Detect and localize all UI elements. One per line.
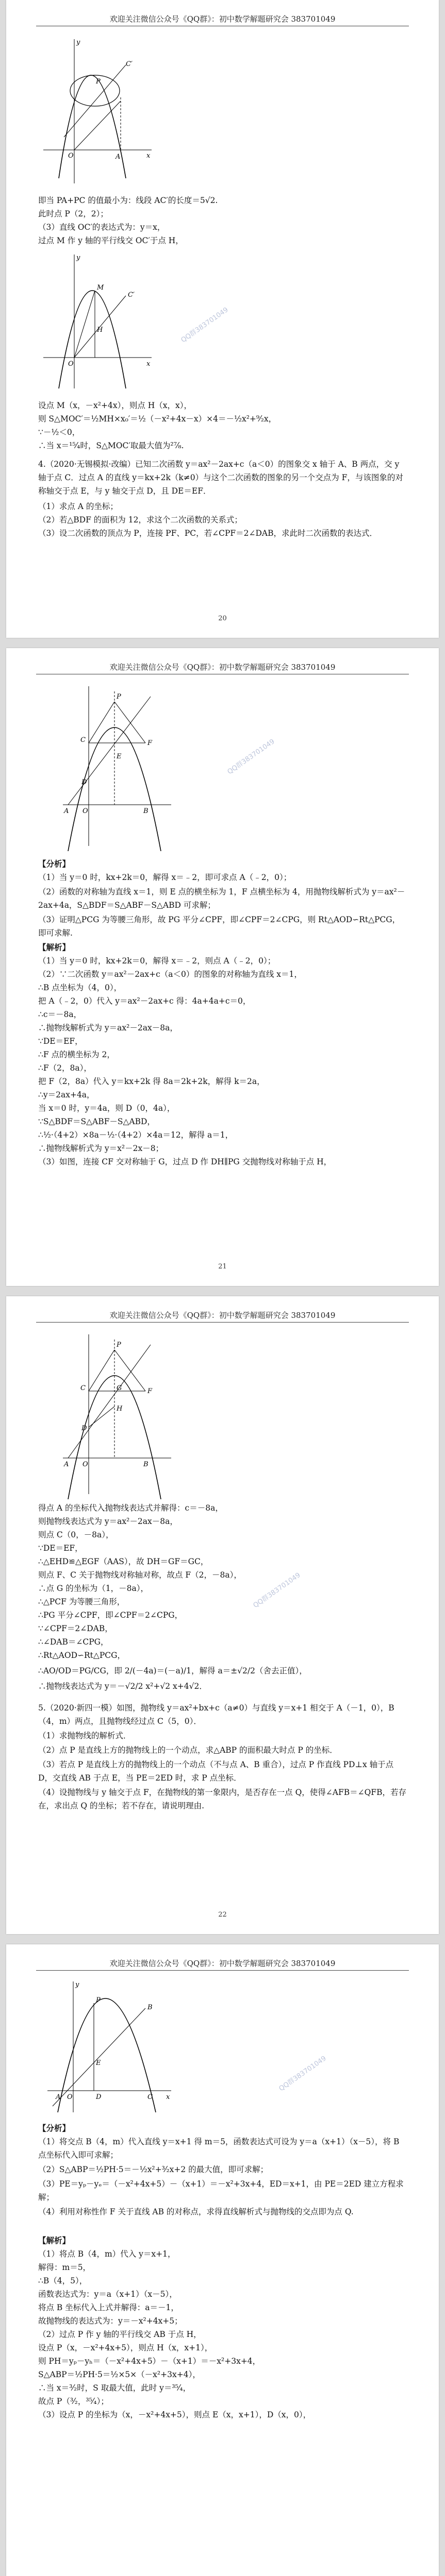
svg-text:P: P	[117, 1341, 121, 1349]
analysis-text: （3）证明△PCG 为等腰三角形，故 PG 平分∠CPF，即∠CPF＝2∠CPG，则 Rt△AOD∽Rt△PCG，即可求解.	[38, 915, 401, 938]
svg-text:x: x	[166, 2093, 170, 2101]
solution-line: ∴F 点的横坐标为 2，	[38, 1050, 115, 1059]
svg-text:C′: C′	[126, 60, 133, 68]
page-number: 22	[218, 1911, 227, 1919]
figure-parabola-1	[38, 34, 157, 189]
header-divider	[36, 1322, 409, 1323]
solution-label: 【解析】	[38, 2235, 71, 2245]
svg-text:A: A	[64, 807, 69, 815]
solution-line: ∴点 G 的坐标为（1，－8a），	[38, 1584, 149, 1593]
svg-text:A: A	[64, 1461, 69, 1468]
solution-line: 则 PH＝yₚ－yₕ＝（－x²+4x+5）－（x+1）＝－x²+3x+4，	[38, 2357, 261, 2366]
analysis-label-line	[38, 2123, 70, 2134]
header-divider	[36, 1970, 409, 1971]
problem-part: （3）若点 P 是直线上方的抛物线上的一个动点（不与点 A、B 重合），过点 P 作直线 PD⊥x 轴于点 D，交直线 AB 于点 E，当 PE＝2ED 时，求 P 点坐标．	[38, 1760, 394, 1783]
page-header: 欢迎关注微信公众号《QQ群》：初中数学解题研究会 383701049	[109, 14, 336, 24]
svg-text:C: C	[147, 2093, 153, 2101]
solution-line: 把 F（2，8a）代入 y＝kx+2k 得 8a＝2k+2k，解得 k＝2a，	[38, 1077, 265, 1086]
solution-line: ∴∠DAB＝∠CPG，	[38, 1637, 109, 1647]
page-header: 欢迎关注微信公众号《QQ群》：初中数学解题研究会 383701049	[109, 663, 336, 672]
solution-line: ∴c＝－8a，	[38, 1010, 82, 1019]
svg-text:y: y	[75, 1981, 79, 1989]
analysis-text: （3）PE＝yₚ－yₑ＝（－x²+4x+5）－（x+1）＝－x²+3x+4，ED＝x+1，由 PE＝2ED 建立方程求解；	[38, 2179, 404, 2202]
svg-text:H: H	[117, 1405, 123, 1413]
analysis-label-line	[38, 858, 70, 870]
text-line: ∵－½＜0，	[38, 428, 80, 437]
solution-line: ∴y＝2ax+4a，	[38, 1090, 95, 1099]
svg-text:A: A	[56, 2093, 61, 2101]
watermark: QQ群383701049	[226, 738, 276, 776]
text-line: 设点 M（x，－x²+4x），则点 H（x，x），	[38, 401, 192, 410]
svg-text:O: O	[83, 807, 88, 815]
solution-line: ∴△PCF 为等腰三角形，	[38, 1597, 125, 1606]
svg-text:P: P	[96, 1996, 101, 2004]
svg-text:O: O	[68, 360, 74, 368]
svg-text:D: D	[81, 778, 87, 786]
solution-line: ∴△EHD≌△EGF（AAS），故 DH＝GF＝GC，	[38, 1557, 209, 1566]
solution-line: （3）设点 P 的坐标为（x，－x²+4x+5），则点 E（x，x+1），D（x，0），	[38, 2410, 311, 2419]
solution-line: （1）当 y＝0 时，kx+2k＝0，解得 x＝﹣2，则点 A（﹣2，0）；	[38, 956, 276, 965]
solution-line: ∵DE＝EF，	[38, 1544, 83, 1553]
solution-line: ∴当 x＝³⁄₂时，S 取最大值，此时 y＝³⁵⁄₄，	[38, 2383, 191, 2393]
analysis-text: （1）将交点 B（4，m）代入直线 y＝x+1 得 m＝5，函数表达式可设为 y＝a（x+1）（x－5），将 B 点坐标代入即可求解；	[38, 2137, 400, 2160]
svg-text:O: O	[67, 2093, 73, 2101]
solution-line: ∴抛物线解析式为 y＝ax²－2ax－8a，	[38, 1023, 178, 1032]
page-header: 欢迎关注微信公众号《QQ群》：初中数学解题研究会 383701049	[109, 1311, 336, 1320]
analysis-label: 【分析】	[38, 859, 71, 869]
watermark: QQ群383701049	[252, 1571, 302, 1610]
svg-text:P: P	[96, 78, 101, 86]
svg-text:O: O	[68, 152, 74, 160]
solution-line: 故抛物线的表达式为：y＝－x²+4x+5；	[38, 2316, 183, 2326]
problem-part: （1）求抛物线的解析式．	[38, 1731, 131, 1740]
svg-text:C: C	[80, 1384, 86, 1392]
svg-text:E: E	[96, 2059, 101, 2067]
document-page-2	[6, 648, 439, 1286]
text-line: ∴当 x＝¹⁵⁄₄时，S△MOC′取最大值为²⁷⁄₈.	[38, 441, 184, 450]
solution-line: ∴B（4，5），	[38, 2276, 88, 2285]
analysis-text: （2）函数的对称轴为直线 x＝1，则 E 点的横坐标为 1，F 点横坐标为 4，用抛物线解析式为 y＝ax²－2ax+4a，S△BDF＝S△ABF－S△ABD 可求解；	[38, 887, 405, 910]
figure-parabola-2	[38, 249, 157, 394]
svg-text:C′: C′	[128, 291, 135, 299]
text-line: 过点 M 作 y 轴的平行线交 OC′于点 H，	[38, 236, 184, 245]
svg-text:x: x	[146, 152, 151, 160]
solution-line: S△ABP＝½PH·5＝½×5×（－x²+3x+4），	[38, 2370, 201, 2379]
solution-line: ∴Rt△AOD∽Rt△PCG，	[38, 1651, 125, 1660]
solution-line: ∵S△BDF＝S△ABF－S△ABD，	[38, 1117, 155, 1126]
solution-line: ∵∠CPF＝2∠DAB，	[38, 1624, 113, 1633]
problem-5-statement: 5.（2020·新四一模）如图，抛物线 y＝ax²+bx+c（a≠0）与直线 y＝x+1 相交于 A（－1，0），B（4，m）两点，且抛物线经过点 C（5，0）．	[38, 1703, 394, 1726]
analysis-text: （2）S△ABP＝½PH·5＝－½x²+³⁄₂x+2 的最大值，即可求解；	[38, 2165, 269, 2174]
solution-label-line	[38, 2235, 70, 2246]
analysis-text: （1）当 y＝0 时，kx+2k＝0，解得 x＝﹣2，即可求点 A（﹣2，0）；	[38, 873, 292, 882]
solution-line: ∵DE＝EF，	[38, 1037, 83, 1046]
solution-line: ∴PG 平分∠CPF，即∠CPF＝2∠CPG，	[38, 1611, 183, 1620]
text-line: 则 S△MOC′＝½MH×x₀′＝½（－x²+4x－x）×4＝－½x²+⁹⁄₂x，	[38, 414, 277, 423]
solution-line: ∴½·（4+2）×8a－½·（4+2）×4a＝12，解得 a＝1，	[38, 1130, 234, 1140]
svg-text:C: C	[80, 736, 86, 744]
solution-line: 函数表达式为：y＝a（x+1）（x－5），	[38, 2290, 177, 2299]
text-line: 此时点 P（2，2）；	[38, 209, 108, 218]
problem-part: （1）求点 A 的坐标；	[38, 502, 118, 511]
problem-part: （3）设二次函数的顶点为 P，连接 PF、PC，若∠CPF＝2∠DAB，求此时二次函数的表达式．	[38, 529, 378, 538]
svg-text:F: F	[147, 1387, 153, 1395]
solution-line: （2）过点 P 作 y 轴的平行线交 AB 于点 H，	[38, 2330, 202, 2339]
page-header: 欢迎关注微信公众号《QQ群》：初中数学解题研究会 383701049	[109, 1959, 336, 1968]
watermark: QQ群383701049	[277, 2055, 328, 2093]
problem-part: （2）点 P 是直线上方的抛物线上的一个动点，求△ABP 的面积最大时点 P 的坐标．	[38, 1745, 338, 1755]
solution-line: 则点 C（0，－8a），	[38, 1530, 114, 1539]
svg-text:A: A	[116, 153, 121, 161]
document-page-1	[6, 0, 439, 638]
analysis-text: （4）利用对称性作 F 关于直线 AB 的对称点，求得直线解析式与抛物线的交点即为点 Q.	[38, 2207, 354, 2216]
solution-line: ∴抛物线表达式为 y＝－√2/2 x²+√2 x+4√2．	[38, 1682, 207, 1691]
solution-line: ∴AO/OD＝PG/CG，即 2/(－4a)＝(－a)/1，解得 a＝±√2/2（舍去正值），	[38, 1666, 307, 1675]
problem-part: （4）设抛物线与 y 轴交于点 F，在抛物线的第一象限内，是否存在一点 Q，使得∠AFB＝∠QFB，若存在，求出点 Q 的坐标；若不存在，请说明理由.	[38, 1788, 406, 1810]
solution-line: ∴B 点坐标为（4，0），	[38, 983, 122, 992]
document-page-4	[6, 1944, 439, 2576]
solution-line: ∴F（2，8a），	[38, 1063, 92, 1073]
svg-text:M: M	[97, 284, 104, 292]
svg-text:D: D	[96, 2093, 102, 2101]
watermark: QQ群383701049	[179, 306, 230, 345]
svg-text:B: B	[147, 2004, 153, 2011]
svg-text:y: y	[76, 254, 80, 262]
solution-line: 故点 P（³⁄₂，³⁵⁄₄）；	[38, 2397, 109, 2406]
solution-line: 当 x＝0 时，y＝4a，则 D（0，4a），	[38, 1104, 175, 1113]
svg-text:y: y	[76, 39, 80, 46]
svg-text:B: B	[143, 1461, 149, 1468]
problem-4-statement: 4.（2020·无锡模拟·改编）已知二次函数 y＝ax²－2ax+c（a＜0）的图象交 x 轴于 A、B 两点，交 y 轴于点 C．过点 A 的直线 y＝kx+2k（k≠0）与这个二次函数的图象的另一个交点为 F，与该图象的对称轴交于点 E，与 y 轴交于点 D，且 DE＝EF．	[38, 460, 403, 496]
solution-line: 将点 B 坐标代入上式并解得：a＝－1，	[38, 2303, 179, 2312]
page-number: 21	[218, 1263, 227, 1270]
svg-text:H: H	[97, 326, 103, 334]
solution-line: （3）如图，连接 CF 交对称轴于 G，过点 D 作 DH∥PG 交抛物线对称轴于点 H，	[38, 1157, 332, 1166]
figure-symmetry-parabola	[58, 1329, 176, 1499]
svg-text:D: D	[81, 1425, 87, 1432]
svg-text:P: P	[117, 693, 121, 701]
svg-text:G: G	[117, 1384, 122, 1392]
svg-text:E: E	[117, 753, 122, 760]
solution-line: 解得：m＝5，	[38, 2263, 91, 2272]
solution-line: ∴抛物线解析式为 y＝x²－2x－8；	[38, 1144, 164, 1153]
solution-line: （1）将点 B（4，m）代入 y＝x+1，	[38, 2249, 176, 2259]
solution-line: 设点 P（x，－x²+4x+5），则点 H（x，x+1），	[38, 2343, 213, 2352]
solution-label-line	[38, 942, 70, 953]
problem-part: （2）若△BDF 的面积为 12，求这个二次函数的关系式；	[38, 515, 242, 524]
solution-line: （2）∵二次函数 y＝ax²－2ax+c（a＜0）的图象的对称轴为直线 x＝1，	[38, 970, 302, 979]
solution-line: 得点 A 的坐标代入抛物线表达式并解得：c＝－8a，	[38, 1503, 223, 1513]
figure-line-parabola	[42, 1977, 176, 2116]
figure-triangle-parabola	[58, 681, 176, 851]
solution-label: 【解析】	[38, 942, 71, 952]
solution-line: 则抛物线表达式为 y＝ax²－2ax－8a，	[38, 1517, 178, 1526]
svg-text:F: F	[147, 739, 153, 747]
text-line: 即当 PA+PC 的值最小为：线段 AC′的长度＝5√2.	[38, 196, 218, 205]
svg-text:O: O	[83, 1461, 88, 1468]
page-number: 20	[218, 615, 227, 622]
solution-line: 则点 F、C 关于抛物线对称轴对称，故点 F（2，－8a），	[38, 1570, 242, 1580]
solution-line: 把 A（﹣2，0）代入 y＝ax²－2ax+c 得：4a+4a+c＝0，	[38, 996, 251, 1006]
text-line: （3）直线 OC′的表达式为：y＝x，	[38, 223, 166, 232]
svg-text:B: B	[143, 807, 149, 815]
document-page-3	[6, 1296, 439, 1934]
svg-text:x: x	[146, 360, 151, 368]
analysis-label: 【分析】	[38, 2123, 71, 2133]
